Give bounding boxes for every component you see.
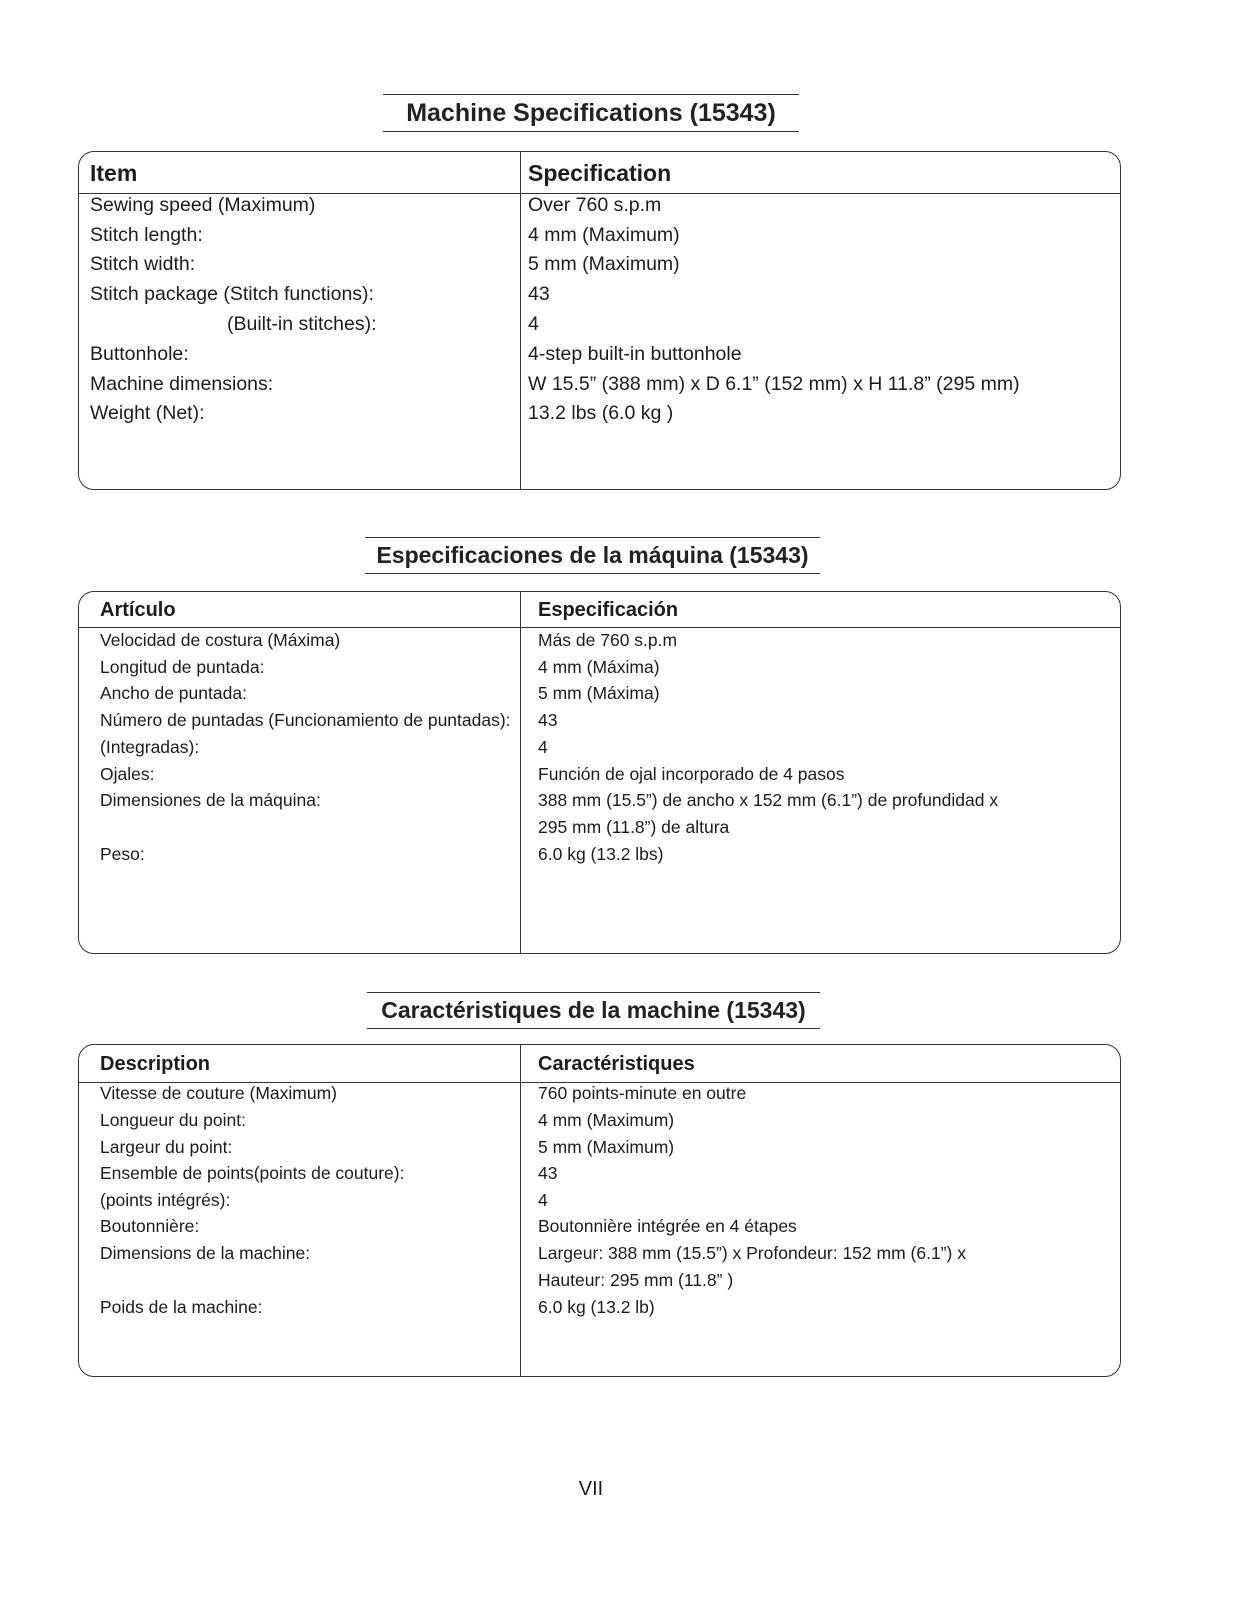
page-number: VII bbox=[578, 1478, 604, 1500]
header-item: Artículo bbox=[100, 599, 176, 621]
row-value: Boutonnière intégrée en 4 étapes bbox=[538, 1216, 797, 1236]
row-label: Stitch length: bbox=[90, 224, 203, 246]
row-label: Ojales: bbox=[100, 764, 155, 784]
row-value: 5 mm (Maximum) bbox=[528, 253, 680, 275]
row-label: Dimensions de la machine: bbox=[100, 1243, 311, 1263]
spec-table-english bbox=[78, 151, 1121, 490]
row-value: 6.0 kg (13.2 lb) bbox=[538, 1297, 655, 1317]
column-divider bbox=[520, 592, 521, 953]
row-label: Número de puntadas (Funcionamiento de puntadas): bbox=[100, 710, 511, 730]
row-value: 295 mm (11.8”) de altura bbox=[538, 817, 730, 837]
row-value: 4 bbox=[538, 737, 548, 757]
column-divider bbox=[520, 1045, 521, 1376]
row-value: Hauteur: 295 mm (11.8” ) bbox=[538, 1270, 734, 1290]
row-label: Machine dimensions: bbox=[90, 373, 274, 395]
row-label: Ensemble de points(points de couture): bbox=[100, 1163, 405, 1183]
row-value: 43 bbox=[538, 710, 558, 730]
row-label: Boutonnière: bbox=[100, 1216, 200, 1236]
row-value: Más de 760 s.p.m bbox=[538, 630, 678, 650]
row-label: Sewing speed (Maximum) bbox=[90, 194, 316, 216]
row-value: Largeur: 388 mm (15.5”) x Profondeur: 152 mm (6.1”) x bbox=[538, 1243, 966, 1263]
spec-table-spanish bbox=[78, 591, 1121, 954]
row-label: Peso: bbox=[100, 844, 145, 864]
row-label: Stitch width: bbox=[90, 253, 196, 275]
header-item: Item bbox=[90, 160, 138, 186]
row-value: Función de ojal incorporado de 4 pasos bbox=[538, 764, 845, 784]
row-value: 4 mm (Máxima) bbox=[538, 657, 660, 677]
row-value: 760 points-minute en outre bbox=[538, 1083, 747, 1103]
row-value: 5 mm (Maximum) bbox=[538, 1137, 675, 1157]
row-value: Over 760 s.p.m bbox=[528, 194, 662, 216]
row-label: (Integradas): bbox=[100, 737, 200, 757]
header-item: Description bbox=[100, 1053, 211, 1075]
column-divider bbox=[520, 152, 521, 489]
row-label: Vitesse de couture (Maximum) bbox=[100, 1083, 337, 1103]
row-value: 13.2 lbs (6.0 kg ) bbox=[528, 402, 674, 424]
row-value: 4 bbox=[528, 313, 539, 335]
row-value: 4 mm (Maximum) bbox=[538, 1110, 675, 1130]
section-title-spanish: Especificaciones de la máquina (15343) bbox=[365, 537, 820, 574]
section-title-english: Machine Specifications (15343) bbox=[383, 94, 799, 132]
header-specification: Especificación bbox=[538, 599, 679, 621]
row-value: 388 mm (15.5”) de ancho x 152 mm (6.1”) de profundidad x bbox=[538, 790, 999, 810]
spec-table-french bbox=[78, 1044, 1121, 1377]
row-label: Velocidad de costura (Máxima) bbox=[100, 630, 341, 650]
row-label: Stitch package (Stitch functions): bbox=[90, 283, 374, 305]
header-specification: Caractéristiques bbox=[538, 1053, 695, 1075]
row-label: Longueur du point: bbox=[100, 1110, 246, 1130]
row-value: 43 bbox=[528, 283, 550, 305]
row-label: Weight (Net): bbox=[90, 402, 205, 424]
row-label: Ancho de puntada: bbox=[100, 683, 247, 703]
section-title-french: Caractéristiques de la machine (15343) bbox=[367, 992, 820, 1029]
row-label: Buttonhole: bbox=[90, 343, 189, 365]
row-value: 5 mm (Máxima) bbox=[538, 683, 660, 703]
row-label: Largeur du point: bbox=[100, 1137, 233, 1157]
row-value: 43 bbox=[538, 1163, 558, 1183]
row-label: (points intégrés): bbox=[100, 1190, 231, 1210]
header-specification: Specification bbox=[528, 160, 672, 186]
row-value: W 15.5” (388 mm) x D 6.1” (152 mm) x H 11.8” (295 mm) bbox=[528, 373, 1020, 395]
row-label: Poids de la machine: bbox=[100, 1297, 263, 1317]
row-value: 4-step built-in buttonhole bbox=[528, 343, 742, 365]
row-value: 4 bbox=[538, 1190, 548, 1210]
row-label: Dimensiones de la máquina: bbox=[100, 790, 321, 810]
row-label: Longitud de puntada: bbox=[100, 657, 265, 677]
row-label: (Built-in stitches): bbox=[227, 313, 377, 335]
row-value: 4 mm (Maximum) bbox=[528, 224, 680, 246]
row-value: 6.0 kg (13.2 lbs) bbox=[538, 844, 664, 864]
header-rule bbox=[79, 627, 1120, 628]
